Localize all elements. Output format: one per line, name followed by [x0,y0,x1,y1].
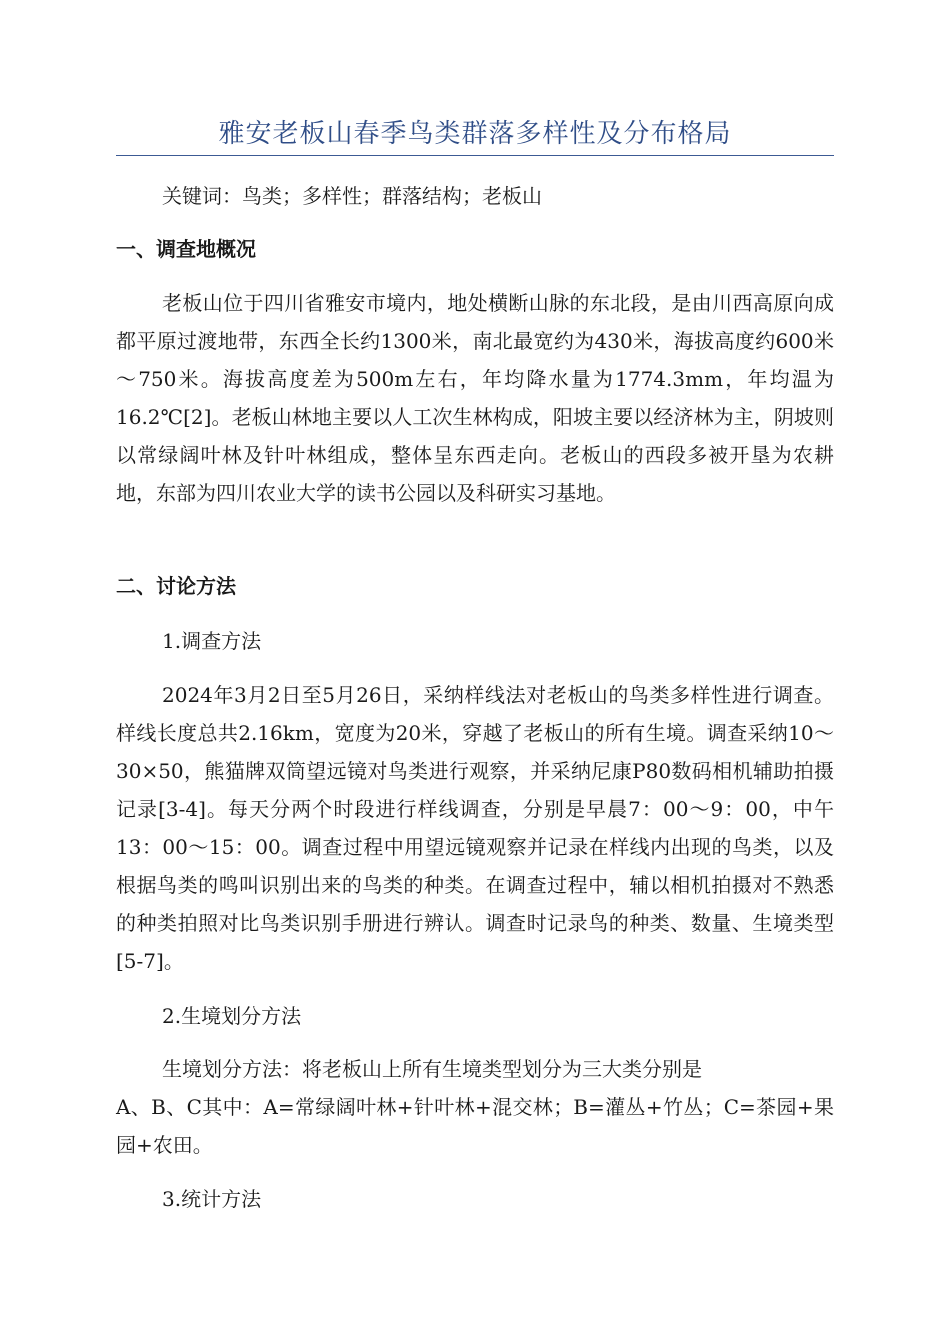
section-heading-methods: 二、讨论方法 [116,574,236,598]
title-underline [116,155,834,156]
subheading-survey-method: 1.调查方法 [162,629,262,653]
survey-area-paragraph: 老板山位于四川省雅安市境内，地处横断山脉的东北段，是由川西高原向成都平原过渡地带，东西全长约1300米，南北最宽约为430米，海拔高度约600米～750米。海拔高度差为500m左右，年均降水量为1774.3mm，年均温为16.2℃[2]。老板山林地主要以人工次生林构成，阳坡主要以经济林为主，阴坡则以常绿阔叶林及针叶林组成，整体呈东西走向。老板山的西段多被开垦为农耕地，东部为四川农业大学的读书公园以及科研实习基地。 [116,291,834,505]
habitat-method-paragraph-line1: 生境划分方法：将老板山上所有生境类型划分为三大类分别是 [162,1057,702,1081]
subheading-habitat-method: 2.生境划分方法 [162,1004,302,1028]
habitat-method-paragraph-rest: A、B、C其中：A=常绿阔叶林+针叶林+混交林；B=灌丛+竹丛；C=茶园+果园+农田。 [116,1095,834,1157]
subheading-statistics-method: 3.统计方法 [162,1187,262,1211]
document-title: 雅安老板山春季鸟类群落多样性及分布格局 [218,119,732,149]
section-heading-survey-area: 一、调查地概况 [116,237,256,261]
survey-method-paragraph: 2024年3月2日至5月26日，采纳样线法对老板山的鸟类多样性进行调查。样线长度总共2.16km，宽度为20米，穿越了老板山的所有生境。调查采纳10～30×50，熊猫牌双筒望远镜对鸟类进行观察，并采纳尼康P80数码相机辅助拍摄记录[3-4]。每天分两个时段进行样线调查，分别是早晨7：00～9：00，中午13：00～15：00。调查过程中用望远镜观察并记录在样线内出现的鸟类，以及根据鸟类的鸣叫识别出来的鸟类的种类。在调查过程中，辅以相机拍摄对不熟悉的种类拍照对比鸟类识别手册进行辨认。调查时记录鸟的种类、数量、生境类型[5-7]。 [116,683,834,973]
keywords-line: 关键词：鸟类；多样性；群落结构；老板山 [162,184,542,208]
